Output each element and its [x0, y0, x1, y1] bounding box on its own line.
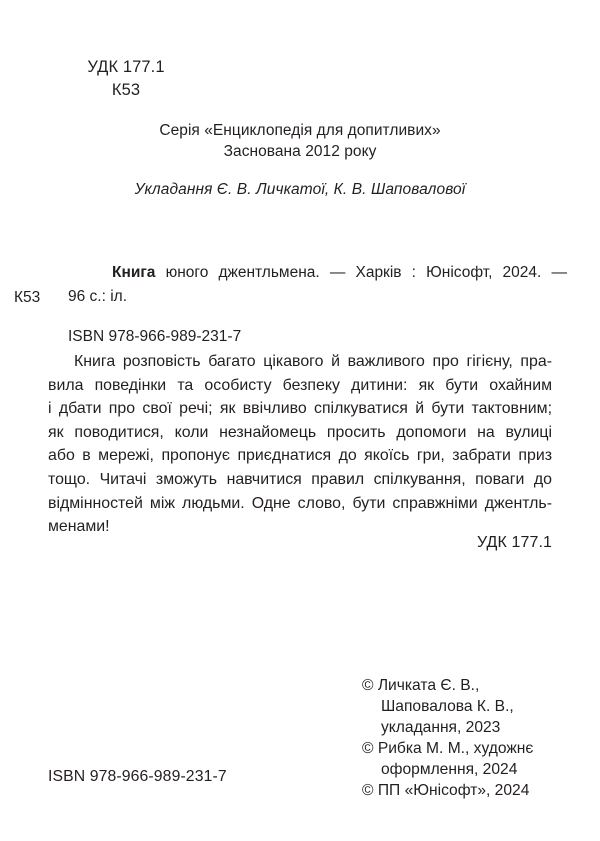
annotation-line: менами!	[48, 518, 110, 536]
series-block	[30, 120, 570, 163]
bibliographic-description	[14, 261, 574, 349]
series-name: Серія «Енциклопедія для допитливих»	[159, 122, 441, 139]
copyright-block	[362, 676, 592, 802]
biblio-pagination: 96 с.: іл.	[68, 287, 128, 305]
shelf-mark-top: К53	[111, 81, 141, 100]
udk-classification-top: УДК 177.1	[87, 58, 165, 76]
annotation-line: і дбати про свої речі; як ввічливо спілкуватися й бути тактовним;	[48, 400, 552, 418]
series-founded: Заснована 2012 року	[223, 143, 377, 161]
compilers-line: Укладання Є. В. Личкатої, К. В. Шаповалової	[134, 181, 466, 198]
annotation-paragraph	[48, 350, 552, 539]
biblio-isbn: ISBN 978-966-989-231-7	[68, 328, 242, 346]
annotation-line: вила поведінки та особисту безпеку дитини: як бути охайним	[48, 376, 552, 394]
copyright-entry: © Личката Є. В., Шаповалова К. В., укладання, 2023	[362, 677, 514, 736]
biblio-first-line	[68, 261, 567, 285]
annotation-line: або в мережі, пропонує приєднатися до якоїсь гри, забрати приз	[48, 447, 552, 465]
shelf-mark-margin: К53	[14, 289, 41, 306]
annotation-line: як поводитися, коли незнайомець просить допомоги на вулиці	[48, 423, 552, 441]
udk-top-block	[66, 56, 186, 103]
copyright-entry: © ПП «Юнісофт», 2024	[362, 781, 530, 799]
copyright-entry: © Рибка М. М., художнє оформлення, 2024	[362, 739, 534, 778]
udk-classification-bottom: УДК 177.1	[477, 534, 552, 551]
biblio-imprint: юного джентльмена. — Харків : Юнісофт, 2024. —	[155, 264, 567, 281]
isbn-bottom: ISBN 978-966-989-231-7	[48, 768, 227, 785]
annotation-line: тощо. Читачі зможуть навчитися правил спілкування, поваги до	[48, 471, 552, 489]
biblio-title-lead: Книга	[112, 264, 156, 281]
annotation-line: відмінностей між людьми. Одне слово, бути справжніми джентль-	[48, 494, 552, 512]
annotation-line: Книга розповість багато цікавого й важливого про гігієну, пра-	[74, 353, 552, 370]
biblio-text	[68, 261, 568, 308]
